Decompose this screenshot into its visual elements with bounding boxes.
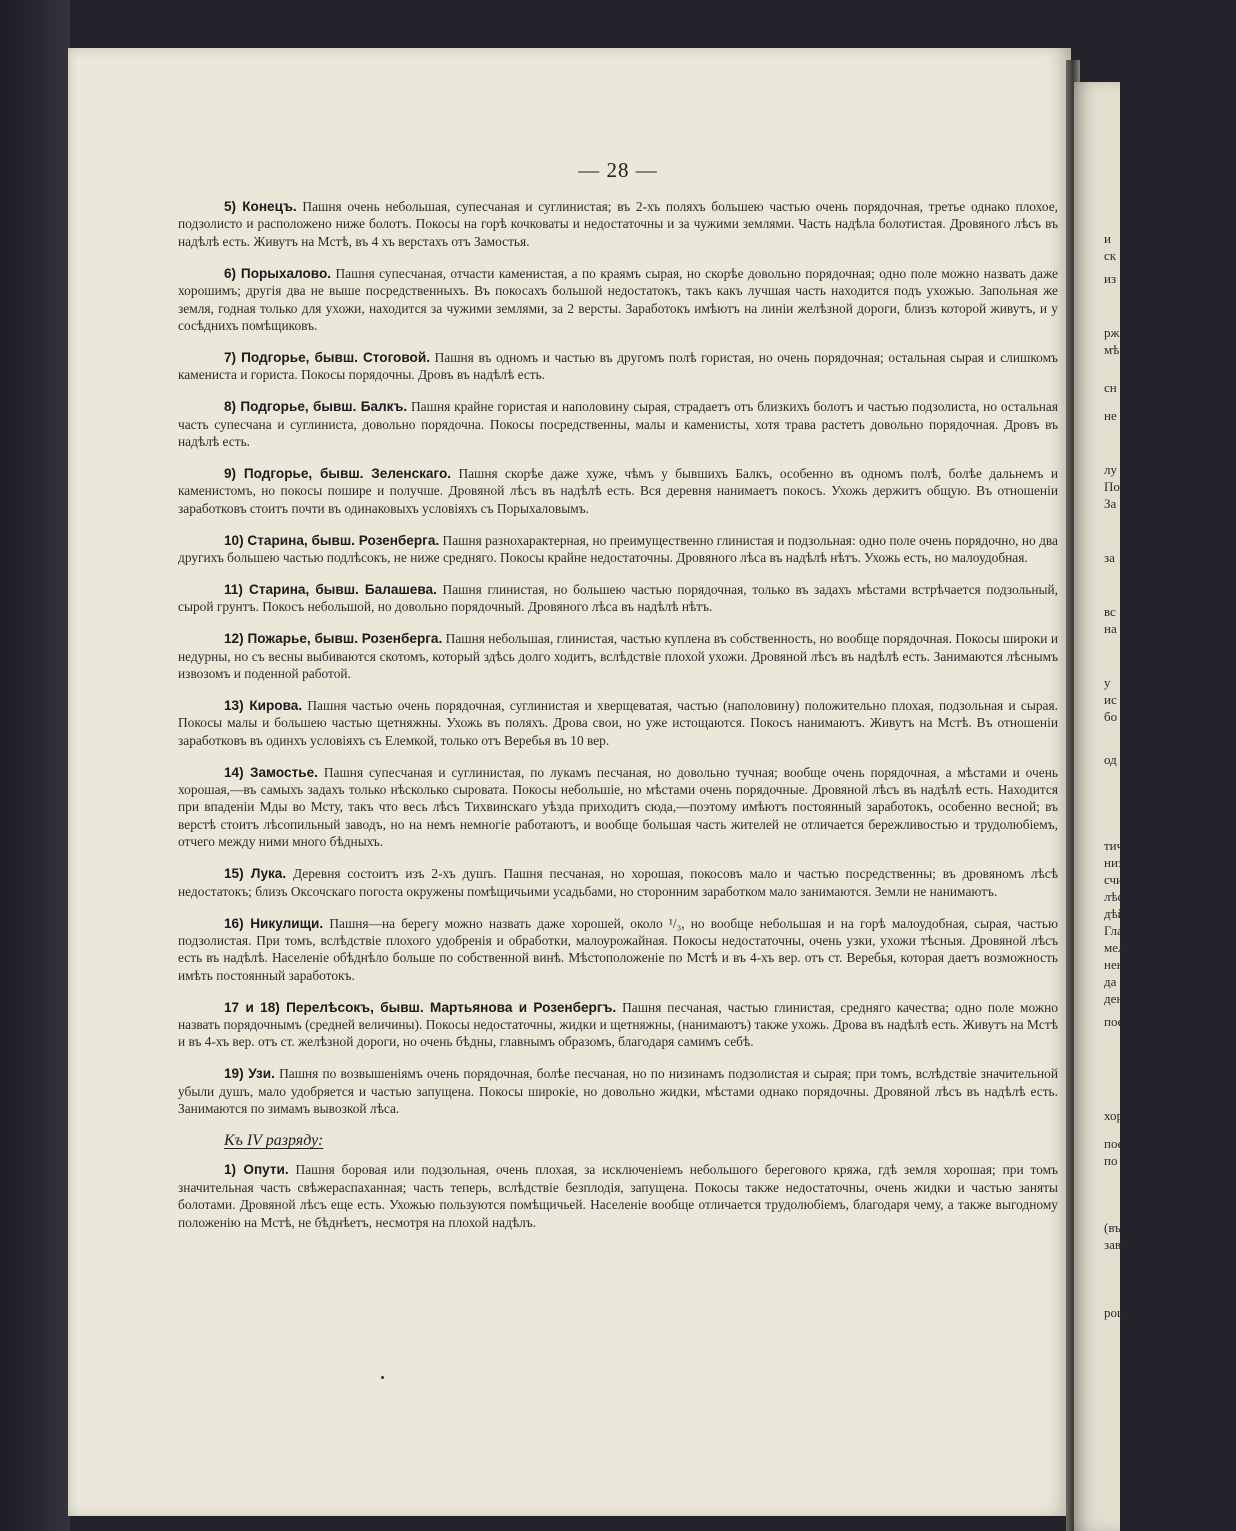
adjacent-page-fragment: Гла <box>1104 923 1123 938</box>
entry-text: Пашня небольшая, глинистая, частью куплена въ собственность, но вообще порядочная. Покосы широки и недурны, но съ весны выбиваются скотомъ, который здѣсь долго ходитъ, вслѣдствіе плохой ухожи. Дровяной лѣсъ въ надѣлѣ есть. Занимаются лѣснымъ извозомъ и поденной работой. <box>178 631 1058 682</box>
entry-text: Пашня очень небольшая, супесчаная и суглинистая; въ 2-хъ поляхъ большею частью очень порядочная, третье однако плохое, подзолисто и расположено ниже болотъ. Покосы на горѣ кочковаты и недостаточны и за чужими землями. Часть надѣла болотистая. Дровяного лѣсъ въ надѣлѣ есть. Живутъ на Мстѣ, въ 4 хъ верстахъ отъ Замостья. <box>178 199 1058 249</box>
adjacent-page-fragment: сн <box>1104 380 1117 395</box>
entry-text: Пашня боровая или подзольная, очень плохая, за исключеніемъ небольшого берегового кряжа, гдѣ земля хорошая; при томъ значительная часть свѣжераспаханная; часть теперь, вслѣдствіе безплодія, запущена. Покосы также недостаточны, очень жидки и частью заняты болотами. Дровяной лѣсъ еще есть. Ухожью пользуются помѣщичьей. Населеніе вообще отличается трудолюбіемъ, благодаря чему, а также выгодному положенію на Мстѣ, не бѣднѣетъ, несмотря на плохой надѣлъ. <box>178 1162 1058 1230</box>
entry-text: Пашня песчаная, частью глинистая, средняго качества; одно поле можно назвать порядочнымъ (средней величины). Покосы недостаточны, жидки и щетняжны, (нанимаютъ) также ухожь. Дрова въ надѣлѣ есть. Живутъ на Мстѣ и въ 4-хъ вер. отъ ст. желѣзной дороги, но очень бѣдны, главнымъ образомъ, благодаря самимъ себѣ. <box>178 999 1058 1050</box>
village-entry <box>178 999 1058 1051</box>
entry-heading: 10) Старина, бывш. Розенберга. <box>224 532 440 548</box>
adjacent-page-fragment: счи <box>1104 872 1124 887</box>
entry-heading: 15) Лука. <box>224 866 287 882</box>
scan-speck <box>381 1376 384 1379</box>
entry-heading: 17 и 18) Перелѣсокъ, бывш. Мартьянова и Розенбергъ. <box>224 999 617 1015</box>
adjacent-page-fragment: не <box>1104 408 1117 423</box>
page-number: — 28 — <box>578 158 658 182</box>
entry-heading: 8) Подгорье, бывш. Балкъ. <box>224 399 408 415</box>
village-entry <box>178 1065 1058 1117</box>
adjacent-page-fragment: лу <box>1104 462 1117 477</box>
section-entry-list <box>178 1161 1058 1231</box>
entry-heading: 1) Опути. <box>224 1162 289 1178</box>
entry-heading: 14) Замостье. <box>224 764 318 780</box>
entry-heading: 6) Порыхалово. <box>224 265 332 281</box>
village-entry <box>178 265 1058 335</box>
adjacent-page-fragment: хор <box>1104 1108 1124 1123</box>
adjacent-page-fragment: ис <box>1104 692 1117 707</box>
entry-text: Пашня скорѣе даже хуже, чѣмъ у бывшихъ Балкъ, особенно въ одномъ полѣ, болѣе дальнемъ и каменистомъ, но покосы пошире и получше. Дровяной лѣсъ въ надѣлѣ есть. Вся деревня нанимаетъ покосъ. Ухожь держитъ общую. Въ отношеніи заработковъ стоитъ почти въ одинаковыхъ условіяхъ съ Порыхаловымъ. <box>178 465 1058 516</box>
adjacent-page-fragment: дѣй <box>1104 906 1125 921</box>
adjacent-page-fragment: да <box>1104 974 1117 989</box>
village-entry <box>178 915 1058 985</box>
adjacent-page-fragment: мѣ <box>1104 342 1120 357</box>
adjacent-page-fragment: од <box>1104 752 1117 767</box>
entry-heading: 16) Никулищи. <box>224 915 324 931</box>
adjacent-page-fragment: рж <box>1104 325 1120 340</box>
adjacent-page-fragment: вс <box>1104 604 1116 619</box>
adjacent-page-fragment: за <box>1104 550 1115 565</box>
village-entry <box>178 465 1058 517</box>
adjacent-page-fragment: бо <box>1104 709 1118 724</box>
entry-heading: 19) Узи. <box>224 1066 275 1082</box>
entry-text: Пашня въ одномъ и частью въ другомъ полѣ гористая, но очень порядочная; остальная сырая и слишкомъ камениста и гориста. Покосы порядочны. Дровъ въ надѣлѣ есть. <box>178 349 1058 383</box>
adjacent-page-fragment: мел <box>1104 940 1125 955</box>
adjacent-page-fragment: и <box>1104 231 1111 246</box>
adjacent-page-fragment: у <box>1104 675 1111 690</box>
village-entry <box>178 1161 1058 1231</box>
entry-text: Пашня частью очень порядочная, суглинистая и хверщеватая, частью (наполовину) положительно плохая, подзольная и сырая. Покосы малы и большею частью щетняжны. Ухожь въ поляхъ. Дрова свои, но уже истощаются. Покосъ нанимаютъ. Живутъ на Мстѣ. Въ отношеніи заработковъ въ одинхъ условіяхъ съ Елемкой, только отъ Веребья въ 10 вер. <box>178 697 1058 748</box>
entry-heading: 13) Кирова. <box>224 697 303 713</box>
entry-heading: 11) Старина, бывш. Балашева. <box>224 581 437 597</box>
entry-text: Пашня—на берегу можно назвать даже хорошей, около ¹/₃, но вообще небольшая и на горѣ малоудобная, сырая, частью подзолистая. При томъ, вслѣдствіе плохого удобренія и обработки, малоурожайная. Покосы недостаточны, очень узки, ухожи тѣсныя. Дровяной лѣсъ есть въ надѣлѣ. Населеніе обѣднѣло больше по собственной винѣ. Мѣстоположеніе по Мстѣ и въ 4-хъ вер. отъ ст. Веребья, которая даетъ возможность имѣть постоянный заработокъ. <box>178 915 1058 983</box>
adjacent-page-fragment: нен <box>1104 957 1124 972</box>
adjacent-page-fragment: лѣс <box>1104 889 1124 904</box>
entry-list <box>178 198 1058 1118</box>
adjacent-page-fragment: По <box>1104 479 1120 494</box>
document-body <box>178 198 1058 1388</box>
village-entry <box>178 764 1058 851</box>
village-entry <box>178 349 1058 384</box>
adjacent-page-fragment: ден <box>1104 991 1124 1006</box>
adjacent-page-fragment: заво <box>1104 1237 1128 1252</box>
scan-background <box>0 0 70 1531</box>
entry-text: Пашня крайне гористая и наполовину сырая, страдаетъ отъ близкихъ болотъ и частью подзолиста, но остальная часть супесчана и суглиниста, довольно порядочна. Покосы посредственны, малы и каменисты, хотя трава растетъ довольно порядочная. Дровъ въ надѣлѣ есть. <box>178 399 1058 449</box>
adjacent-page-fragment: низ <box>1104 855 1124 870</box>
village-entry <box>178 198 1058 250</box>
adjacent-page-fragment: роше <box>1104 1305 1133 1320</box>
village-entry <box>178 581 1058 616</box>
adjacent-page-fragment: по <box>1104 1153 1118 1168</box>
entry-heading: 12) Пожарье, бывш. Розенберга. <box>224 631 443 647</box>
adjacent-page-fragment: ск <box>1104 248 1117 263</box>
village-entry <box>178 865 1058 900</box>
adjacent-page-fragment: За <box>1104 496 1117 511</box>
adjacent-page-fragment: поє <box>1104 1136 1124 1151</box>
section-header: Къ IV разряду: <box>224 1132 324 1150</box>
village-entry <box>178 697 1058 749</box>
entry-heading: 5) Конецъ. <box>224 199 297 214</box>
entry-text: Пашня разнохарактерная, но преимущественно глинистая и подзольная: одно поле очень порядочно, но два другихъ большею частью подлѣсокъ, не ниже средняго. Покосы крайне недостаточны. Дровяного лѣса въ надѣлѣ нѣтъ. Ухожь есть, но малоудобная. <box>178 532 1058 565</box>
adjacent-page-fragment: (въ <box>1104 1220 1121 1235</box>
entry-text: Пашня по возвышеніямъ очень порядочная, болѣе песчаная, но по низинамъ подзолистая и сырая; при томъ, вслѣдствіе значительной убыли душъ, мало удобряется и частью запущена. Покосы широкіе, но довольно жидки, мѣстами однако порядочны. Дровяной лѣсъ въ надѣлѣ есть. Занимаются по зимамъ вывозкой лѣса. <box>178 1066 1058 1117</box>
entry-text: Пашня глинистая, но большею частью порядочная, только въ задахъ мѣстами встрѣчается подзольный, сырой грунтъ. Покосъ небольшой, но довольно порядочный. Дровяного лѣса въ надѣлѣ нѣтъ. <box>178 581 1059 615</box>
entry-text: Пашня супесчаная, отчасти каменистая, а по краямъ сырая, но скорѣе довольно порядочная; одно поле можно назвать даже хорошимъ; другія два не выше посредственныхъ. Въ покосахъ большой недостатокъ, такъ какъ лучшая часть находится подъ ухожью. Запольная же земля, годная только для ухожи, находится за чужими землями, за 2 версты. Заработокъ имѣютъ на линіи желѣзной дороги, близъ которой живутъ, и у сосѣднихъ помѣщиковъ. <box>178 265 1058 333</box>
adjacent-page-fragment: из <box>1104 271 1117 286</box>
village-entry <box>178 398 1058 450</box>
adjacent-page-edge <box>1074 82 1133 1531</box>
village-entry <box>178 532 1058 567</box>
adjacent-page-fragment: тич <box>1104 838 1124 853</box>
entry-heading: 9) Подгорье, бывш. Зеленскаго. <box>224 465 452 481</box>
entry-text: Деревня состоитъ изъ 2-хъ душъ. Пашня песчаная, но хорошая, покосовъ мало и частью посредственны; въ дровяномъ лѣсѣ недостатокъ; близъ Оксочскаго погоста окружены помѣщичьими усадьбами, но сторонним заработком мало занимаются. Земли не нанимаютъ. <box>178 866 1058 899</box>
entry-text: Пашня супесчаная и суглинистая, по лукамъ песчаная, но довольно тучная; вообще очень порядочная, а мѣстами и очень хорошая,—въ самыхъ задахъ только нѣсколько сыровата. Покосы небольшіе, но мѣстами очень порядочные. Дровяной лѣсъ въ надѣлѣ есть. Находится при впаденіи Мды во Мсту, такъ что весь лѣсъ Тихвинскаго уѣзда приходитъ сюда,—поэтому имѣютъ постоянный заработокъ, особенно весной; въ верстѣ стоитъ лѣсопильный заводъ, но на немъ немногіе работаютъ, и вообще большая часть жителей не отличается бережливостью и трудолюбіемъ, отчего между ними много бѣдныхъ. <box>178 764 1058 850</box>
adjacent-page-fragment: поє <box>1104 1014 1124 1029</box>
adjacent-page-fragment: на <box>1104 621 1117 636</box>
entry-heading: 7) Подгорье, бывш. Стоговой. <box>224 349 430 365</box>
village-entry <box>178 630 1058 682</box>
